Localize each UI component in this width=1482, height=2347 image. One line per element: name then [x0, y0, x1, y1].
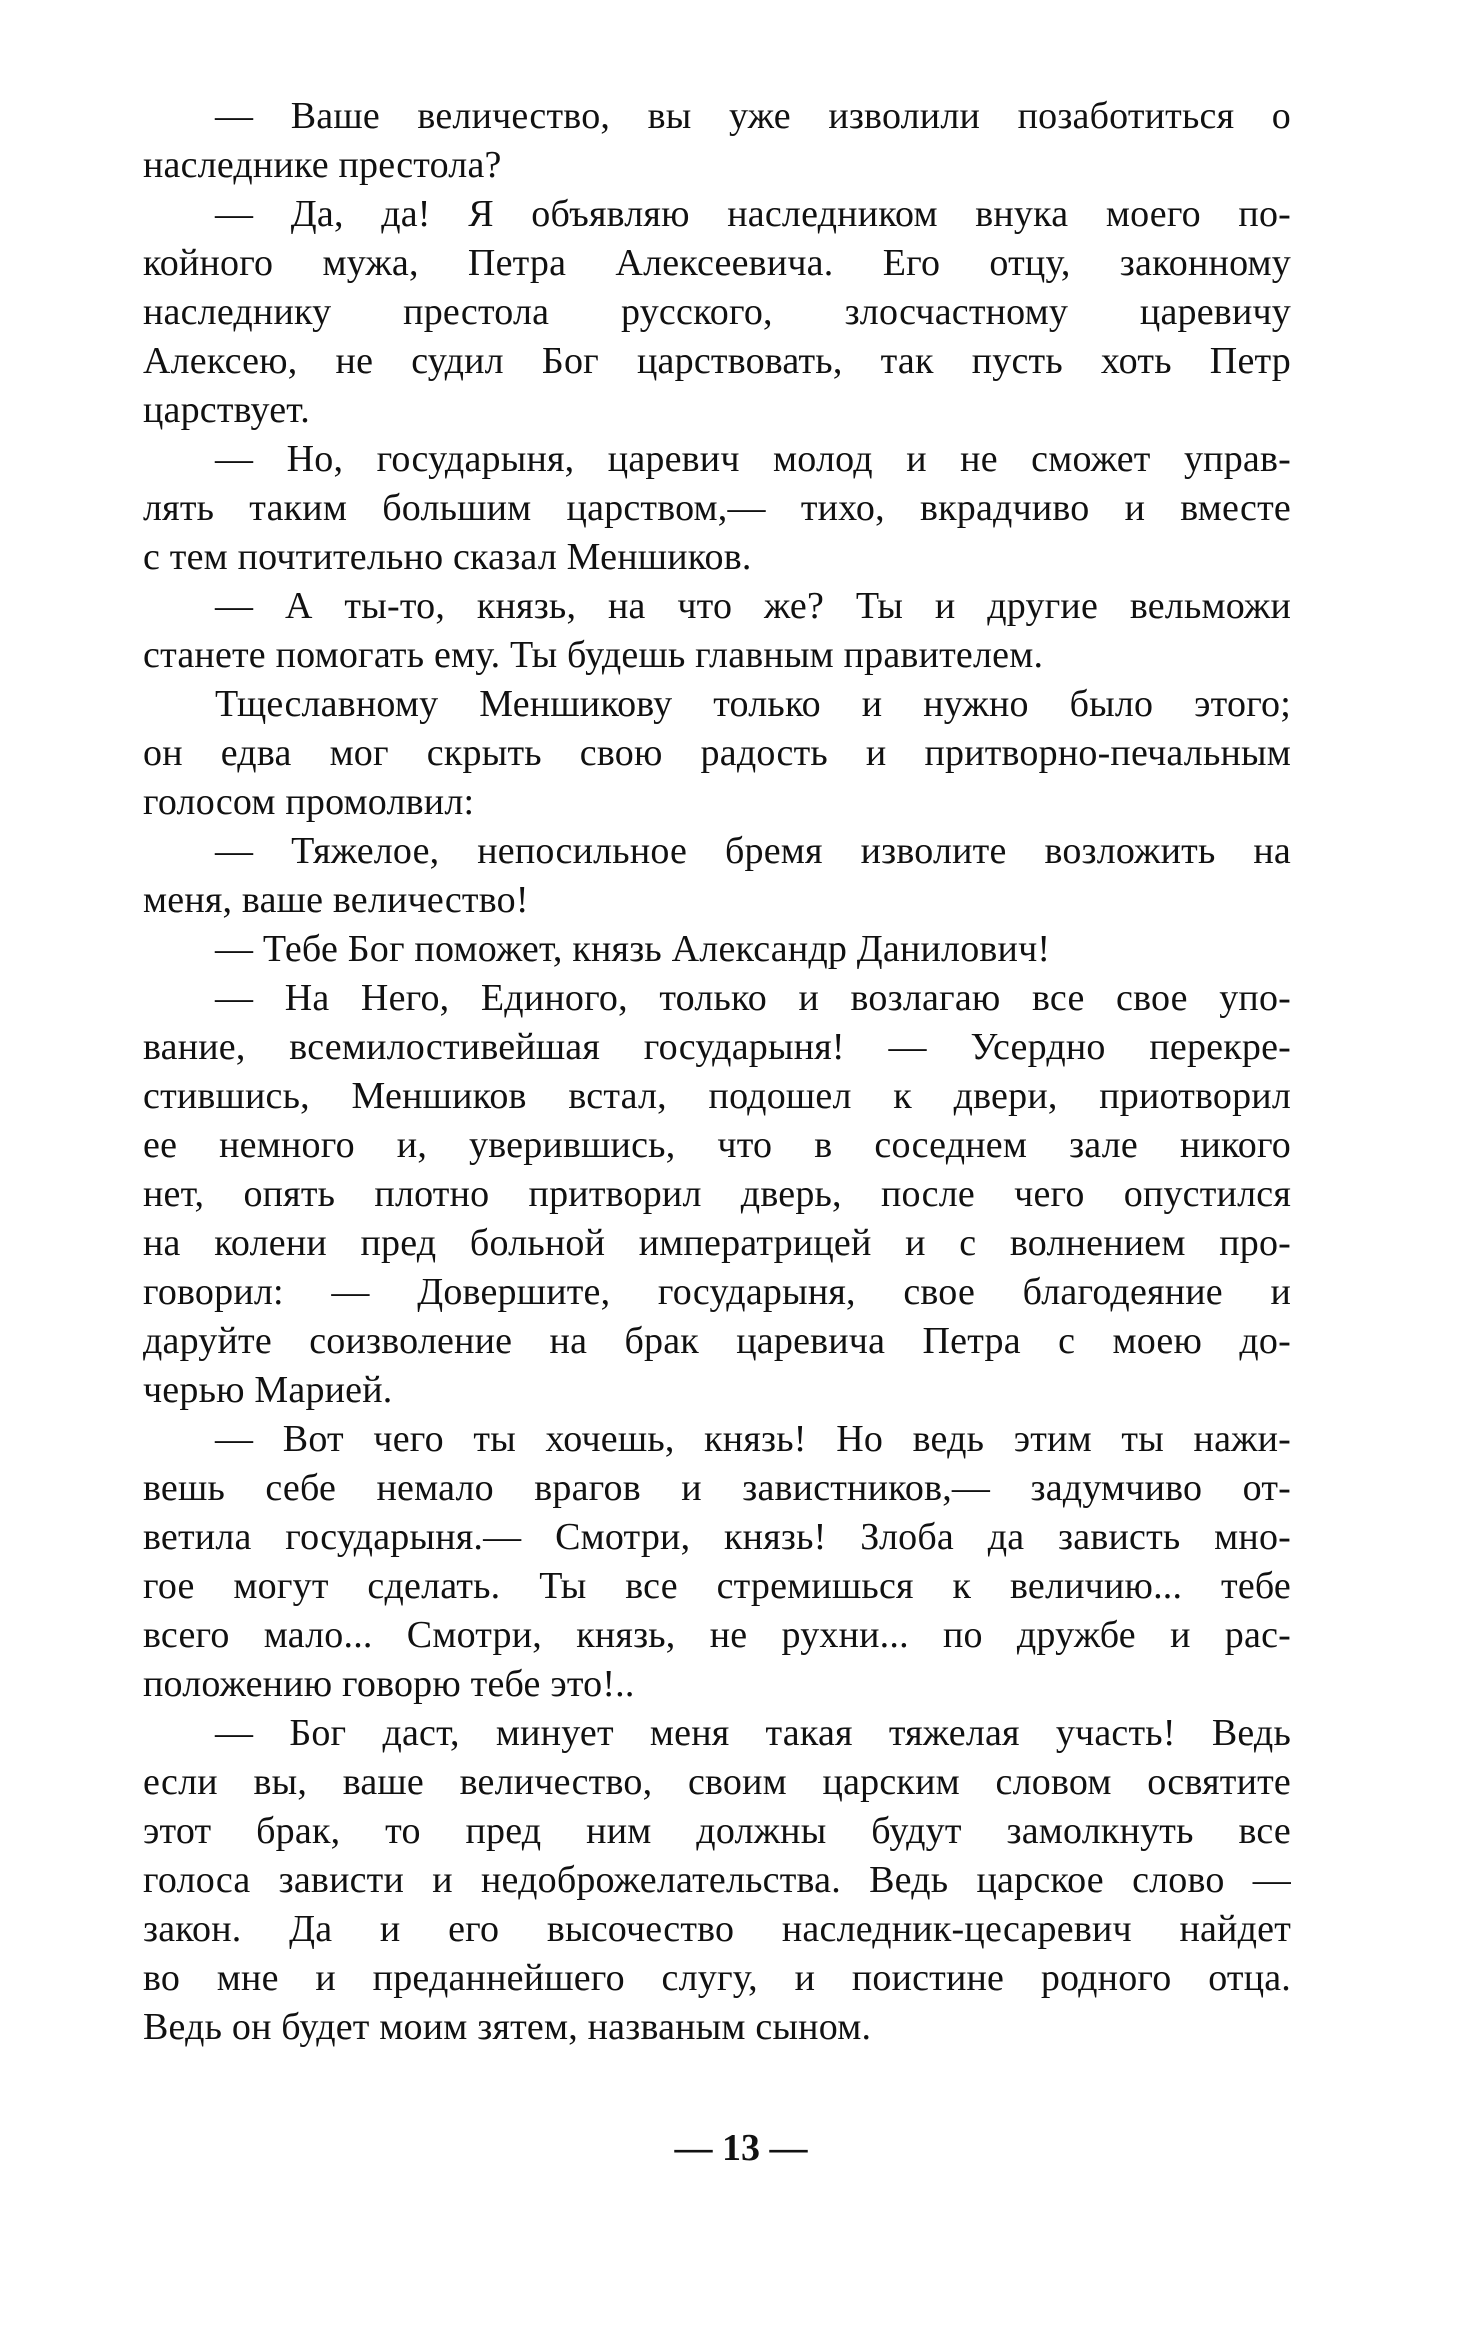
text-line: даруйте соизволение на брак царевича Петра с моею до-: [143, 1320, 1291, 1362]
text-line: голоса зависти и недоброжелательства. Ведь царское слово —: [143, 1859, 1291, 1901]
text-line: голосом промолвил:: [143, 781, 475, 823]
text-line: всего мало... Смотри, князь, не рухни... по дружбе и рас-: [143, 1614, 1291, 1656]
text-line: Тщеславному Меншикову только и нужно было этого;: [215, 683, 1291, 725]
paragraph: [143, 827, 1291, 925]
text-line: черью Марией.: [143, 1369, 393, 1411]
text-line: говорил: — Довершите, государыня, свое благодеяние и: [143, 1271, 1291, 1313]
text-line: — Бог даст, минует меня такая тяжелая участь! Ведь: [215, 1712, 1291, 1754]
paragraph: [143, 435, 1291, 582]
text-line: Алексею, не судил Бог царствовать, так пусть хоть Петр: [143, 340, 1291, 382]
text-line: — А ты-то, князь, на что же? Ты и другие вельможи: [215, 585, 1291, 627]
text-line: вешь себе немало врагов и завистников,— задумчиво от-: [143, 1467, 1291, 1509]
text-line: — Тяжелое, непосильное бремя изволите возложить на: [215, 830, 1291, 872]
text-line: стившись, Меншиков встал, подошел к двери, приотворил: [143, 1075, 1291, 1117]
text-line: — Вот чего ты хочешь, князь! Но ведь этим ты нажи-: [215, 1418, 1291, 1460]
text-line: он едва мог скрыть свою радость и притворно-печальным: [143, 732, 1291, 774]
text-line: — Да, да! Я объявляю наследником внука моего по-: [215, 193, 1291, 235]
text-line: — На Него, Единого, только и возлагаю все свое упо-: [215, 977, 1291, 1019]
text-line: — Но, государыня, царевич молод и не сможет управ-: [215, 438, 1291, 480]
text-line: лять таким большим царством,— тихо, вкрадчиво и вместе: [143, 487, 1291, 529]
text-line: царствует.: [143, 389, 310, 431]
paragraph: [143, 582, 1291, 680]
paragraph: [143, 190, 1291, 435]
text-line: Ведь он будет моим зятем, названым сыном.: [143, 2006, 872, 2048]
text-line: этот брак, то пред ним должны будут замолкнуть все: [143, 1810, 1291, 1852]
book-page-text: [143, 92, 1291, 2052]
text-line: если вы, ваше величество, своим царским словом освятите: [143, 1761, 1291, 1803]
text-line: — Тебе Бог поможет, князь Александр Данилович!: [215, 928, 1051, 970]
paragraph: [143, 680, 1291, 827]
text-line: наследнику престола русского, злосчастному царевичу: [143, 291, 1291, 333]
text-line: койного мужа, Петра Алексеевича. Его отцу, законному: [143, 242, 1291, 284]
text-line: гое могут сделать. Ты все стремишься к величию... тебе: [143, 1565, 1291, 1607]
paragraph: [143, 1709, 1291, 2052]
paragraph: [143, 1415, 1291, 1709]
page-number: — 13 —: [674, 2127, 808, 2169]
text-line: станете помогать ему. Ты будешь главным правителем.: [143, 634, 1044, 676]
paragraph: [143, 92, 1291, 190]
text-line: меня, ваше величество!: [143, 879, 529, 921]
text-line: с тем почтительно сказал Меншиков.: [143, 536, 752, 578]
text-line: вание, всемилостивейшая государыня! — Усердно перекре-: [143, 1026, 1291, 1068]
paragraph: [143, 925, 1291, 974]
text-line: нет, опять плотно притворил дверь, после чего опустился: [143, 1173, 1291, 1215]
text-line: положению говорю тебе это!..: [143, 1663, 635, 1705]
text-line: во мне и преданнейшего слугу, и поистине родного отца.: [143, 1957, 1291, 1999]
text-line: — Ваше величество, вы уже изволили позаботиться о: [215, 95, 1291, 137]
text-line: на колени пред больной императрицей и с волнением про-: [143, 1222, 1291, 1264]
text-line: наследнике престола?: [143, 144, 502, 186]
text-line: закон. Да и его высочество наследник-цесаревич найдет: [143, 1908, 1291, 1950]
text-line: ее немного и, уверившись, что в соседнем зале никого: [143, 1124, 1291, 1166]
text-line: ветила государыня.— Смотри, князь! Злоба да зависть мно-: [143, 1516, 1291, 1558]
paragraph: [143, 974, 1291, 1415]
